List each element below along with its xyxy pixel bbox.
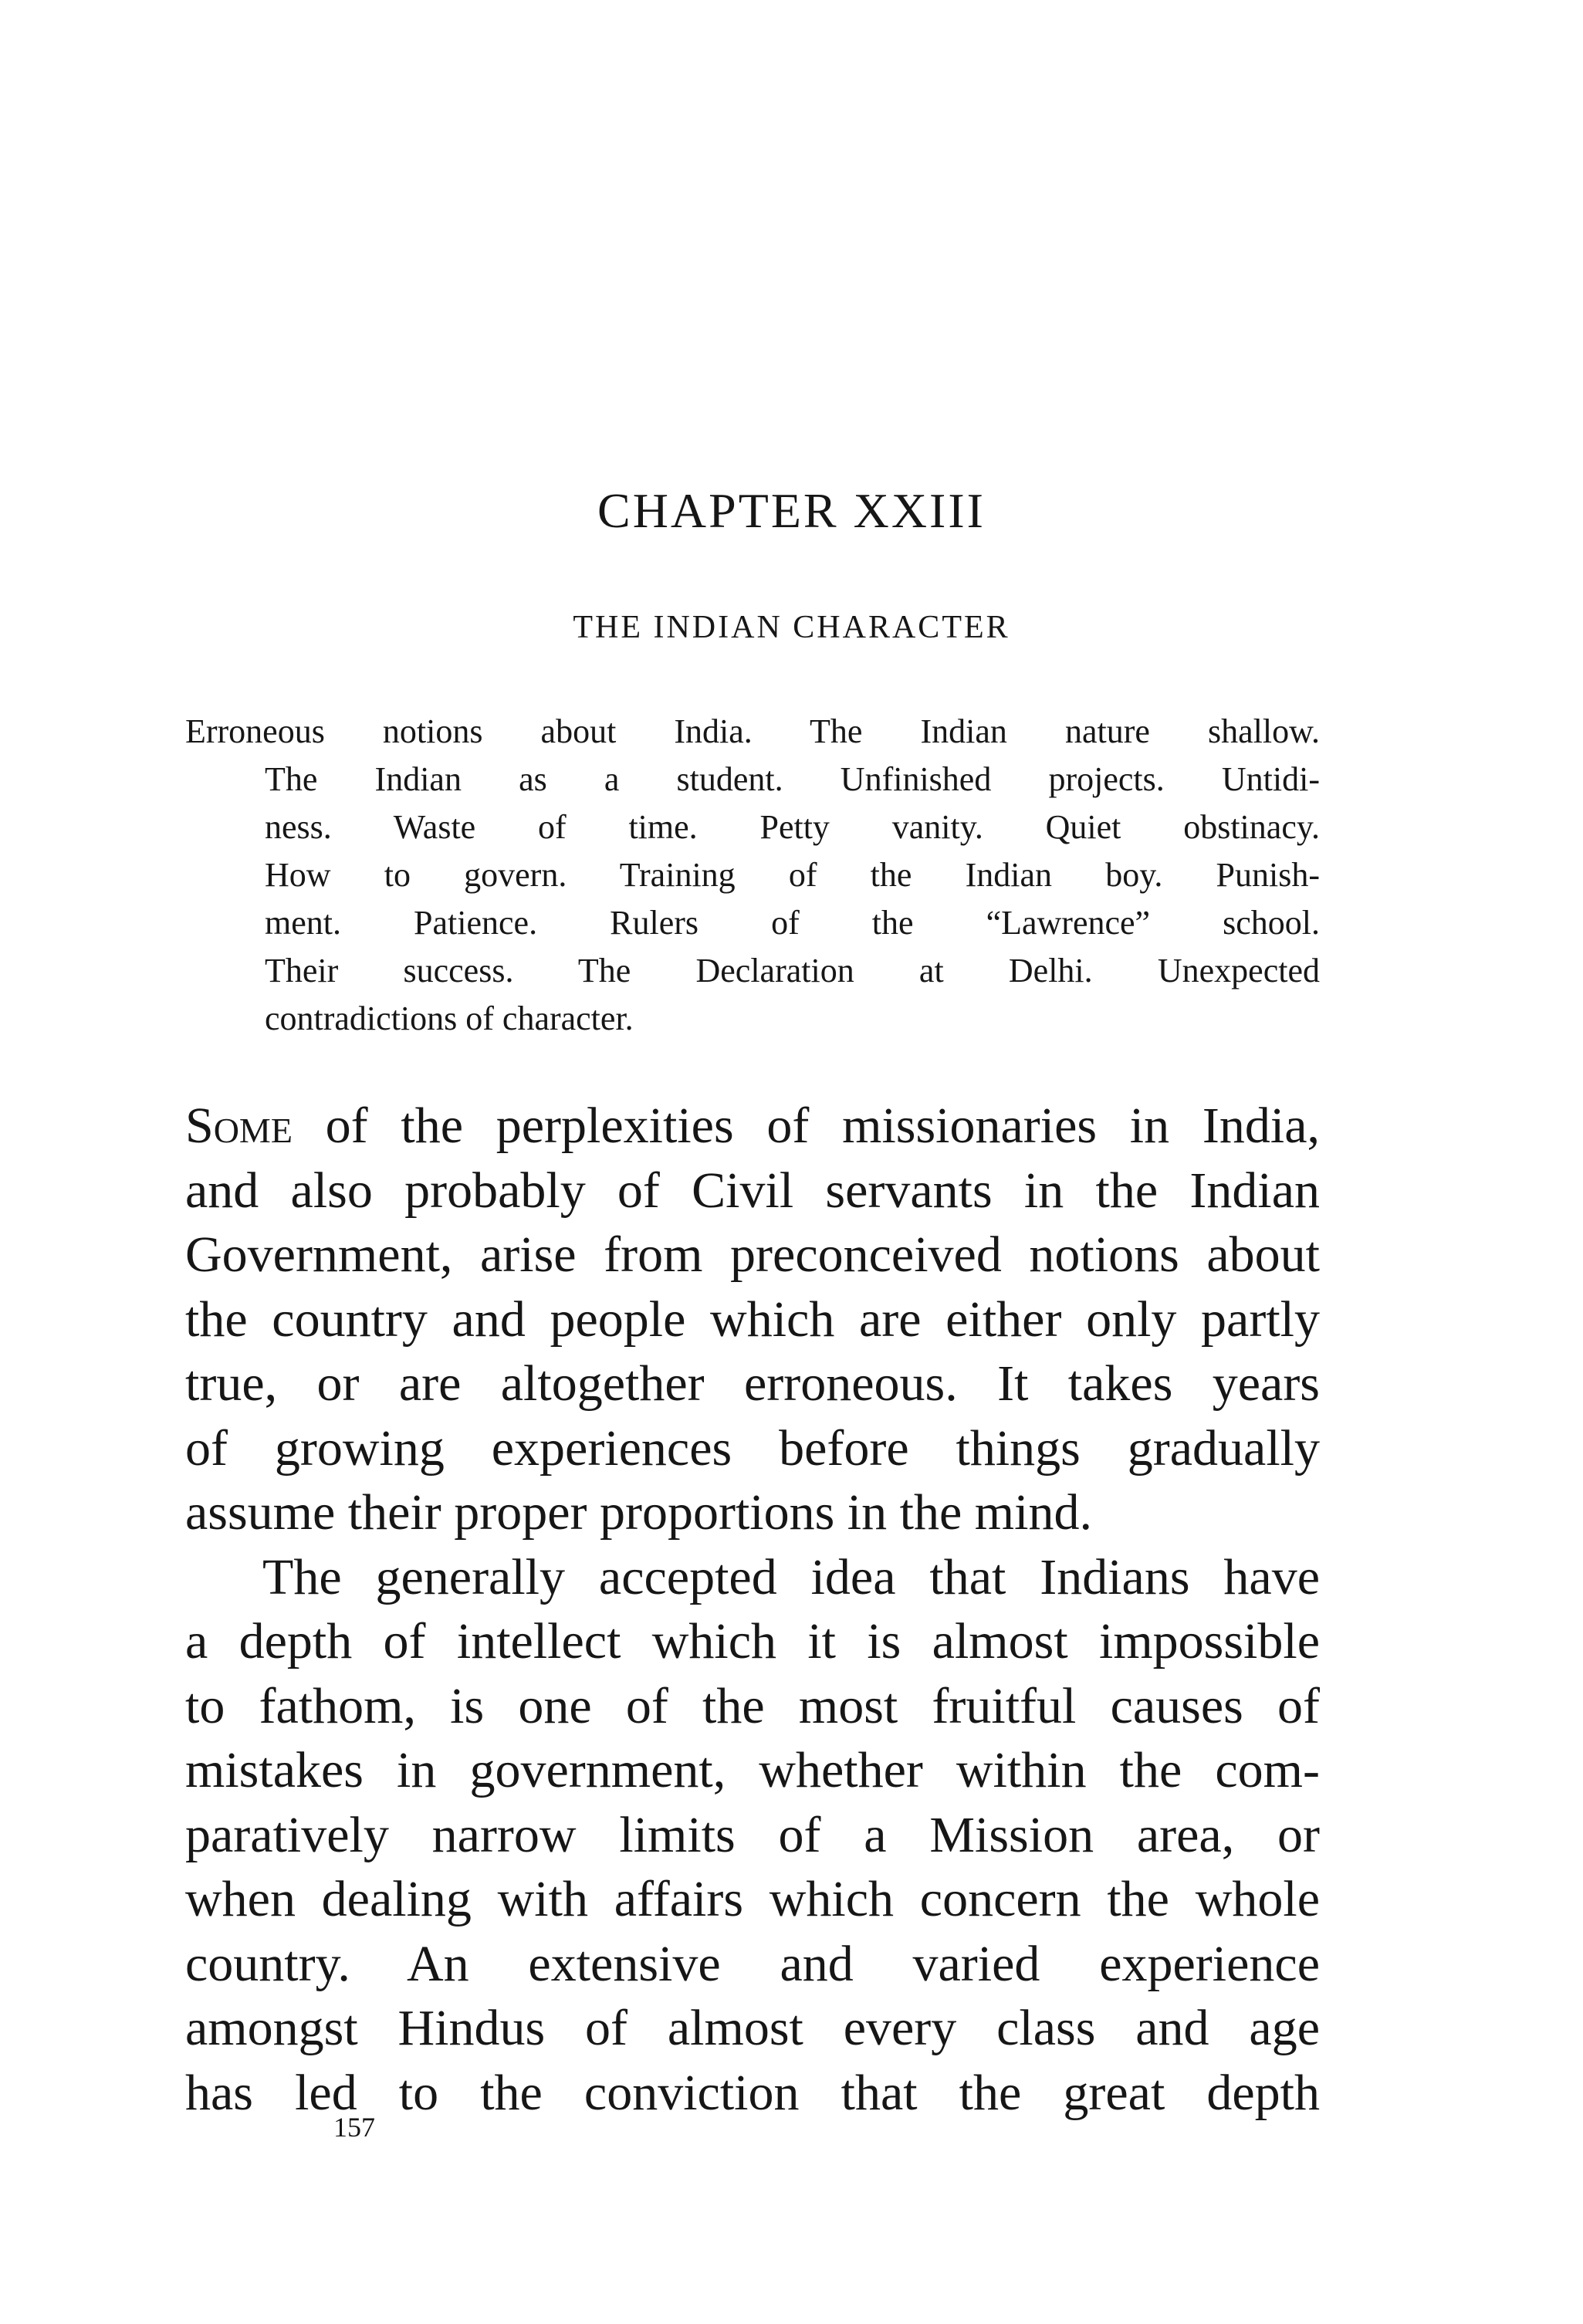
- summary-line: Their success. The Declaration at Delhi. Unexpected: [265, 952, 1320, 989]
- body-line: when dealing with affairs which concern the whole: [185, 1871, 1320, 1927]
- summary-line: ness. Waste of time. Petty vanity. Quiet obstinacy.: [265, 808, 1320, 846]
- body-line: Government, arise from preconceived notions about: [185, 1226, 1320, 1283]
- chapter-summary: [185, 708, 1320, 1043]
- summary-line: ment. Patience. Rulers of the “Lawrence” school.: [265, 904, 1320, 942]
- body-line: mistakes in government, whether within the com-: [185, 1742, 1320, 1798]
- body-line: to fathom, is one of the most fruitful causes of: [185, 1677, 1320, 1734]
- body-line: paratively narrow limits of a Mission area, or: [185, 1806, 1320, 1863]
- body-line: and also probably of Civil servants in the Indian: [185, 1162, 1320, 1219]
- body-line: amongst Hindus of almost every class and age: [185, 2000, 1320, 2056]
- summary-line: contradictions of character.: [265, 1000, 634, 1037]
- body-line: country. An extensive and varied experience: [185, 1935, 1320, 1992]
- summary-line: The Indian as a student. Unfinished projects. Untidi-: [265, 760, 1320, 798]
- chapter-subtitle: THE INDIAN CHARACTER: [573, 610, 1010, 645]
- body-line: The generally accepted idea that Indians have: [262, 1548, 1320, 1605]
- summary-line: Erroneous notions about India. The Indian nature shallow.: [185, 712, 1320, 750]
- body-line: of growing experiences before things gradually: [185, 1419, 1320, 1477]
- body-line: has led to the conviction that the great depth: [185, 2064, 1320, 2121]
- body-line: true, or are altogether erroneous. It takes years: [185, 1355, 1320, 1412]
- body-line-rest: of the perplexities of missionaries in India,: [292, 1098, 1320, 1154]
- body-line: a depth of intellect which it is almost impossible: [185, 1613, 1320, 1669]
- summary-line: How to govern. Training of the Indian boy. Punish-: [265, 856, 1320, 894]
- body-line: the country and people which are either only partly: [185, 1291, 1320, 1348]
- chapter-title: CHAPTER XXIII: [597, 483, 986, 538]
- body-text: [185, 1094, 1320, 2125]
- body-line: assume their proper proportions in the mind.: [185, 1484, 1092, 1541]
- body-line: [185, 1094, 1320, 1159]
- drop-word: Some: [185, 1098, 293, 1154]
- page-number: 157: [333, 2112, 375, 2143]
